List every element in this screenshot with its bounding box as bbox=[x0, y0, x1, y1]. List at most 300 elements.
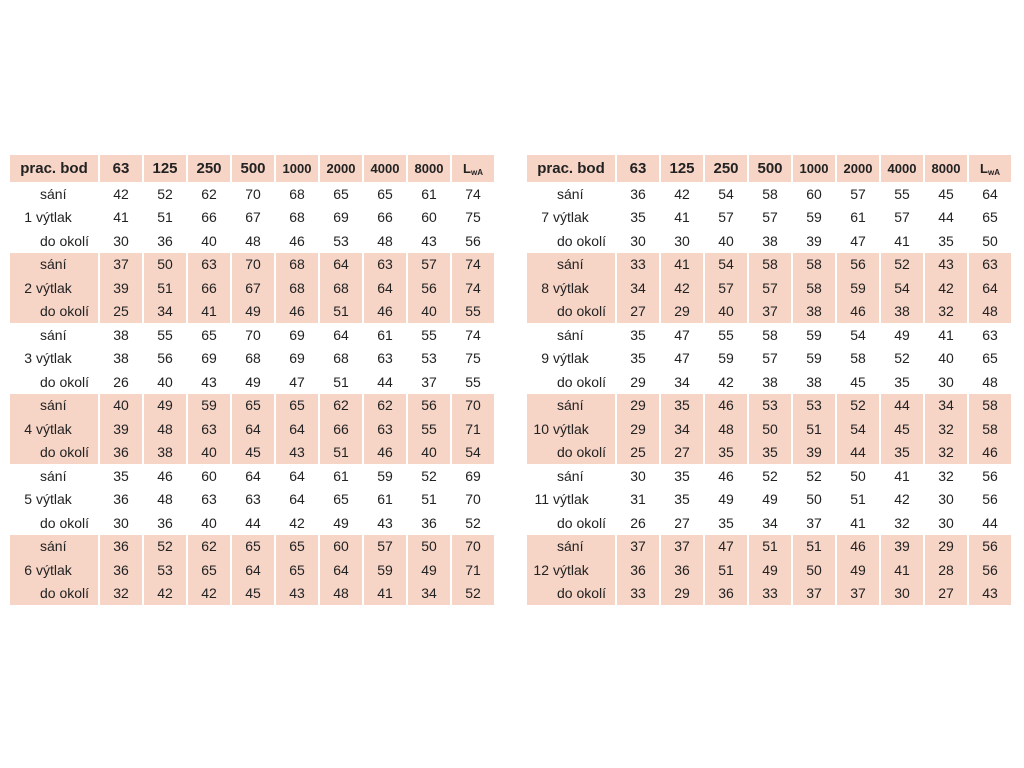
band-value-cell: 29 bbox=[630, 373, 646, 390]
band-value-cell: 39 bbox=[793, 441, 835, 465]
band-value-cell: 38 bbox=[113, 350, 129, 367]
band-value-cell: 54 bbox=[881, 276, 923, 300]
lwa-value-cell: 56 bbox=[969, 558, 1011, 582]
band-value-cell: 46 bbox=[705, 394, 747, 418]
band-value-cell: 33 bbox=[749, 582, 791, 606]
band-value-cell: 36 bbox=[113, 491, 129, 508]
lwa-value-cell: 52 bbox=[465, 514, 481, 531]
band-value-cell: 30 bbox=[938, 514, 954, 531]
lwa-value-cell: 55 bbox=[465, 373, 481, 390]
band-value-cell: 41 bbox=[894, 467, 910, 484]
band-value-cell: 59 bbox=[188, 394, 230, 418]
table-row bbox=[527, 535, 1011, 559]
band-value-cell: 48 bbox=[157, 491, 173, 508]
band-value-cell: 57 bbox=[364, 535, 406, 559]
band-value-cell: 40 bbox=[408, 441, 450, 465]
table-row bbox=[527, 276, 1011, 300]
operating-point-cell bbox=[527, 370, 615, 394]
band-value-cell: 38 bbox=[113, 326, 129, 343]
row-label: do okolí bbox=[557, 232, 607, 249]
band-value-cell: 57 bbox=[705, 276, 747, 300]
lwa-value-cell: 74 bbox=[452, 253, 494, 277]
band-value-cell: 52 bbox=[762, 467, 778, 484]
band-value-cell: 48 bbox=[245, 232, 261, 249]
band-value-cell: 69 bbox=[201, 350, 217, 367]
lwa-value-cell: 58 bbox=[969, 417, 1011, 441]
band-value-cell: 27 bbox=[661, 441, 703, 465]
operating-point-cell bbox=[10, 276, 98, 300]
header-label: prac. bod bbox=[10, 155, 98, 182]
table-row bbox=[10, 417, 494, 441]
band-2000: 2000 bbox=[320, 155, 362, 182]
table-row bbox=[10, 511, 494, 535]
band-value-cell: 64 bbox=[232, 558, 274, 582]
band-value-cell: 68 bbox=[289, 209, 305, 226]
band-value-cell: 56 bbox=[837, 253, 879, 277]
band-value-cell: 55 bbox=[894, 185, 910, 202]
band-value-cell: 60 bbox=[201, 467, 217, 484]
band-value-cell: 58 bbox=[749, 253, 791, 277]
band-value-cell: 46 bbox=[276, 300, 318, 324]
row-label: do okolí bbox=[557, 373, 607, 390]
band-value-cell: 53 bbox=[333, 232, 349, 249]
band-value-cell: 46 bbox=[837, 300, 879, 324]
band-value-cell: 47 bbox=[289, 373, 305, 390]
band-value-cell: 49 bbox=[408, 558, 450, 582]
band-value-cell: 65 bbox=[232, 394, 274, 418]
table-row bbox=[10, 582, 494, 606]
operating-point-cell bbox=[10, 300, 98, 324]
operating-point-cell bbox=[527, 535, 615, 559]
band-value-cell: 43 bbox=[276, 582, 318, 606]
band-value-cell: 64 bbox=[289, 467, 305, 484]
band-value-cell: 68 bbox=[289, 185, 305, 202]
point-number: 3 bbox=[24, 350, 32, 367]
lwa-value-cell: 74 bbox=[465, 326, 481, 343]
band-value-cell: 36 bbox=[661, 558, 703, 582]
operating-point-cell bbox=[527, 323, 615, 347]
band-value-cell: 50 bbox=[850, 467, 866, 484]
band-value-cell: 42 bbox=[718, 373, 734, 390]
row-label: sání bbox=[40, 538, 67, 555]
band-value-cell: 51 bbox=[421, 491, 437, 508]
band-value-cell: 40 bbox=[157, 373, 173, 390]
band-value-cell: 27 bbox=[925, 582, 967, 606]
band-value-cell: 27 bbox=[674, 514, 690, 531]
operating-point-cell bbox=[10, 182, 98, 206]
band-value-cell: 30 bbox=[881, 582, 923, 606]
row-label: sání bbox=[557, 256, 584, 273]
band-value-cell: 37 bbox=[806, 514, 822, 531]
band-value-cell: 65 bbox=[232, 535, 274, 559]
lwa-value-cell: 64 bbox=[982, 185, 998, 202]
band-value-cell: 46 bbox=[364, 441, 406, 465]
band-value-cell: 40 bbox=[718, 232, 734, 249]
band-value-cell: 55 bbox=[157, 326, 173, 343]
band-value-cell: 37 bbox=[749, 300, 791, 324]
band-value-cell: 59 bbox=[377, 467, 393, 484]
band-value-cell: 36 bbox=[705, 582, 747, 606]
band-value-cell: 53 bbox=[144, 558, 186, 582]
band-value-cell: 35 bbox=[938, 232, 954, 249]
row-label: sání bbox=[40, 326, 67, 343]
lwa-value-cell: 56 bbox=[982, 491, 998, 508]
band-value-cell: 64 bbox=[245, 467, 261, 484]
point-number: 1 bbox=[24, 209, 32, 226]
band-value-cell: 42 bbox=[925, 276, 967, 300]
band-value-cell: 43 bbox=[925, 253, 967, 277]
operating-point-cell bbox=[10, 370, 98, 394]
band-value-cell: 35 bbox=[113, 467, 129, 484]
band-value-cell: 65 bbox=[188, 558, 230, 582]
band-value-cell: 38 bbox=[144, 441, 186, 465]
band-value-cell: 49 bbox=[894, 326, 910, 343]
band-1000: 1000 bbox=[793, 155, 835, 182]
table-row bbox=[10, 535, 494, 559]
band-value-cell: 51 bbox=[320, 300, 362, 324]
band-value-cell: 62 bbox=[320, 394, 362, 418]
band-value-cell: 56 bbox=[408, 276, 450, 300]
band-value-cell: 26 bbox=[630, 514, 646, 531]
band-value-cell: 39 bbox=[881, 535, 923, 559]
lwa-value-cell: 63 bbox=[982, 326, 998, 343]
table-row bbox=[10, 464, 494, 488]
band-value-cell: 44 bbox=[837, 441, 879, 465]
band-value-cell: 37 bbox=[421, 373, 437, 390]
band-value-cell: 65 bbox=[276, 535, 318, 559]
band-value-cell: 65 bbox=[276, 394, 318, 418]
operating-point-cell bbox=[10, 417, 98, 441]
band-value-cell: 29 bbox=[617, 417, 659, 441]
table-row bbox=[10, 323, 494, 347]
band-value-cell: 57 bbox=[762, 350, 778, 367]
band-value-cell: 47 bbox=[850, 232, 866, 249]
band-value-cell: 44 bbox=[881, 394, 923, 418]
row-label: do okolí bbox=[40, 373, 90, 390]
row-label: výtlak bbox=[553, 279, 589, 296]
band-value-cell: 63 bbox=[201, 491, 217, 508]
row-label: výtlak bbox=[36, 561, 72, 578]
table-row bbox=[527, 229, 1011, 253]
table-row bbox=[527, 253, 1011, 277]
operating-point-cell bbox=[527, 276, 615, 300]
table-row bbox=[10, 206, 494, 230]
band-value-cell: 52 bbox=[881, 253, 923, 277]
band-value-cell: 40 bbox=[938, 350, 954, 367]
row-label: sání bbox=[40, 467, 67, 484]
band-value-cell: 56 bbox=[157, 350, 173, 367]
lwa-value-cell: 43 bbox=[969, 582, 1011, 606]
band-value-cell: 29 bbox=[661, 300, 703, 324]
band-value-cell: 70 bbox=[232, 253, 274, 277]
operating-point-cell bbox=[10, 558, 98, 582]
operating-point-cell bbox=[527, 582, 615, 606]
band-value-cell: 59 bbox=[718, 350, 734, 367]
band-value-cell: 35 bbox=[674, 467, 690, 484]
band-63: 63 bbox=[617, 155, 659, 182]
band-value-cell: 63 bbox=[188, 253, 230, 277]
table-row bbox=[527, 417, 1011, 441]
band-value-cell: 37 bbox=[837, 582, 879, 606]
band-value-cell: 50 bbox=[806, 491, 822, 508]
band-4000: 4000 bbox=[881, 155, 923, 182]
lwa-value-cell: 70 bbox=[452, 535, 494, 559]
band-value-cell: 49 bbox=[144, 394, 186, 418]
band-value-cell: 40 bbox=[100, 394, 142, 418]
band-value-cell: 36 bbox=[617, 558, 659, 582]
table-row bbox=[527, 347, 1011, 371]
band-value-cell: 62 bbox=[364, 394, 406, 418]
band-value-cell: 68 bbox=[276, 276, 318, 300]
band-value-cell: 52 bbox=[144, 535, 186, 559]
band-value-cell: 36 bbox=[157, 514, 173, 531]
band-value-cell: 41 bbox=[881, 558, 923, 582]
row-label: výtlak bbox=[553, 561, 589, 578]
row-label: výtlak bbox=[553, 420, 589, 437]
band-value-cell: 40 bbox=[201, 514, 217, 531]
band-value-cell: 30 bbox=[938, 373, 954, 390]
band-value-cell: 42 bbox=[144, 582, 186, 606]
band-value-cell: 30 bbox=[674, 232, 690, 249]
band-value-cell: 35 bbox=[630, 209, 646, 226]
lwa-value-cell: 55 bbox=[452, 300, 494, 324]
band-value-cell: 43 bbox=[421, 232, 437, 249]
point-number: 10 bbox=[533, 420, 549, 437]
lwa-value-cell: 46 bbox=[969, 441, 1011, 465]
operating-point-cell bbox=[527, 394, 615, 418]
band-value-cell: 39 bbox=[806, 232, 822, 249]
band-value-cell: 43 bbox=[377, 514, 393, 531]
operating-point-cell bbox=[527, 488, 615, 512]
band-value-cell: 34 bbox=[617, 276, 659, 300]
band-value-cell: 52 bbox=[157, 185, 173, 202]
band-value-cell: 69 bbox=[289, 326, 305, 343]
band-value-cell: 52 bbox=[894, 350, 910, 367]
band-value-cell: 65 bbox=[201, 326, 217, 343]
band-value-cell: 46 bbox=[157, 467, 173, 484]
band-value-cell: 42 bbox=[113, 185, 129, 202]
band-value-cell: 48 bbox=[320, 582, 362, 606]
band-value-cell: 53 bbox=[749, 394, 791, 418]
band-value-cell: 41 bbox=[188, 300, 230, 324]
band-8000: 8000 bbox=[408, 155, 450, 182]
band-value-cell: 64 bbox=[320, 253, 362, 277]
lwa-value-cell: 74 bbox=[465, 185, 481, 202]
point-number: 12 bbox=[533, 561, 549, 578]
band-value-cell: 68 bbox=[276, 253, 318, 277]
band-value-cell: 46 bbox=[837, 535, 879, 559]
table-row bbox=[10, 347, 494, 371]
band-value-cell: 64 bbox=[364, 276, 406, 300]
band-value-cell: 68 bbox=[320, 276, 362, 300]
band-value-cell: 55 bbox=[718, 326, 734, 343]
noise-table-right bbox=[525, 155, 1013, 605]
noise-table-left bbox=[8, 155, 496, 605]
table-row bbox=[527, 323, 1011, 347]
band-value-cell: 63 bbox=[364, 417, 406, 441]
band-value-cell: 62 bbox=[201, 185, 217, 202]
band-value-cell: 38 bbox=[881, 300, 923, 324]
band-value-cell: 54 bbox=[718, 185, 734, 202]
point-number: 2 bbox=[24, 279, 32, 296]
band-value-cell: 37 bbox=[617, 535, 659, 559]
operating-point-cell bbox=[10, 229, 98, 253]
band-value-cell: 47 bbox=[705, 535, 747, 559]
band-value-cell: 51 bbox=[793, 417, 835, 441]
lwa-value-cell: 65 bbox=[982, 209, 998, 226]
band-value-cell: 67 bbox=[232, 276, 274, 300]
band-value-cell: 44 bbox=[245, 514, 261, 531]
row-label: sání bbox=[40, 397, 67, 414]
band-value-cell: 61 bbox=[333, 467, 349, 484]
band-value-cell: 59 bbox=[837, 276, 879, 300]
operating-point-cell bbox=[527, 441, 615, 465]
band-value-cell: 36 bbox=[157, 232, 173, 249]
band-value-cell: 35 bbox=[881, 441, 923, 465]
band-value-cell: 38 bbox=[806, 373, 822, 390]
band-value-cell: 43 bbox=[276, 441, 318, 465]
point-number: 6 bbox=[24, 561, 32, 578]
band-value-cell: 51 bbox=[333, 373, 349, 390]
band-value-cell: 51 bbox=[144, 276, 186, 300]
band-value-cell: 32 bbox=[925, 417, 967, 441]
band-value-cell: 49 bbox=[232, 300, 274, 324]
band-value-cell: 61 bbox=[377, 491, 393, 508]
band-value-cell: 59 bbox=[364, 558, 406, 582]
table-row bbox=[10, 300, 494, 324]
row-label: do okolí bbox=[557, 444, 607, 461]
band-value-cell: 30 bbox=[630, 232, 646, 249]
point-number: 11 bbox=[534, 491, 549, 508]
operating-point-cell bbox=[527, 417, 615, 441]
band-value-cell: 38 bbox=[762, 373, 778, 390]
band-value-cell: 30 bbox=[938, 491, 954, 508]
operating-point-cell bbox=[10, 323, 98, 347]
operating-point-cell bbox=[527, 253, 615, 277]
band-value-cell: 32 bbox=[925, 300, 967, 324]
band-value-cell: 57 bbox=[749, 276, 791, 300]
band-value-cell: 48 bbox=[144, 417, 186, 441]
band-value-cell: 45 bbox=[850, 373, 866, 390]
band-value-cell: 30 bbox=[630, 467, 646, 484]
band-value-cell: 28 bbox=[925, 558, 967, 582]
band-value-cell: 63 bbox=[364, 253, 406, 277]
band-value-cell: 35 bbox=[630, 326, 646, 343]
table-row bbox=[10, 441, 494, 465]
lwa-main: L bbox=[980, 160, 988, 176]
band-500: 500 bbox=[749, 155, 791, 182]
band-value-cell: 45 bbox=[232, 582, 274, 606]
operating-point-cell bbox=[10, 347, 98, 371]
lwa-value-cell: 56 bbox=[969, 535, 1011, 559]
band-value-cell: 51 bbox=[705, 558, 747, 582]
band-value-cell: 30 bbox=[113, 514, 129, 531]
band-value-cell: 44 bbox=[938, 209, 954, 226]
table-row bbox=[527, 300, 1011, 324]
band-value-cell: 58 bbox=[762, 326, 778, 343]
band-value-cell: 38 bbox=[793, 300, 835, 324]
band-value-cell: 51 bbox=[157, 209, 173, 226]
band-value-cell: 41 bbox=[661, 253, 703, 277]
band-value-cell: 45 bbox=[938, 185, 954, 202]
band-value-cell: 48 bbox=[705, 417, 747, 441]
band-value-cell: 41 bbox=[674, 209, 690, 226]
band-value-cell: 35 bbox=[894, 373, 910, 390]
operating-point-cell bbox=[10, 253, 98, 277]
band-value-cell: 55 bbox=[408, 417, 450, 441]
band-value-cell: 56 bbox=[408, 394, 450, 418]
table-row bbox=[527, 488, 1011, 512]
table-row bbox=[10, 276, 494, 300]
operating-point-cell bbox=[527, 300, 615, 324]
band-value-cell: 65 bbox=[377, 185, 393, 202]
operating-point-cell bbox=[10, 488, 98, 512]
band-value-cell: 51 bbox=[793, 535, 835, 559]
lwa-value-cell: 58 bbox=[969, 394, 1011, 418]
band-value-cell: 29 bbox=[925, 535, 967, 559]
band-value-cell: 53 bbox=[421, 350, 437, 367]
row-label: sání bbox=[557, 467, 584, 484]
operating-point-cell bbox=[527, 229, 615, 253]
band-value-cell: 51 bbox=[749, 535, 791, 559]
band-value-cell: 69 bbox=[289, 350, 305, 367]
band-value-cell: 64 bbox=[320, 558, 362, 582]
band-value-cell: 65 bbox=[276, 558, 318, 582]
band-value-cell: 58 bbox=[793, 253, 835, 277]
band-value-cell: 34 bbox=[925, 394, 967, 418]
band-value-cell: 32 bbox=[100, 582, 142, 606]
band-value-cell: 48 bbox=[377, 232, 393, 249]
band-value-cell: 30 bbox=[113, 232, 129, 249]
band-value-cell: 36 bbox=[100, 441, 142, 465]
band-value-cell: 58 bbox=[850, 350, 866, 367]
lwa-header bbox=[452, 155, 494, 182]
band-value-cell: 46 bbox=[364, 300, 406, 324]
lwa-value-cell: 56 bbox=[982, 467, 998, 484]
band-250: 250 bbox=[188, 155, 230, 182]
band-value-cell: 50 bbox=[749, 417, 791, 441]
band-value-cell: 55 bbox=[421, 326, 437, 343]
row-label: výtlak bbox=[553, 491, 589, 508]
operating-point-cell bbox=[527, 182, 615, 206]
band-value-cell: 42 bbox=[661, 276, 703, 300]
table-row bbox=[10, 488, 494, 512]
band-value-cell: 60 bbox=[320, 535, 362, 559]
band-value-cell: 59 bbox=[806, 209, 822, 226]
band-value-cell: 44 bbox=[377, 373, 393, 390]
row-label: do okolí bbox=[40, 232, 90, 249]
band-value-cell: 40 bbox=[188, 441, 230, 465]
band-value-cell: 35 bbox=[661, 394, 703, 418]
band-value-cell: 58 bbox=[762, 185, 778, 202]
operating-point-cell bbox=[10, 394, 98, 418]
point-number: 7 bbox=[541, 209, 549, 226]
header-row bbox=[10, 155, 494, 182]
operating-point-cell bbox=[527, 347, 615, 371]
band-value-cell: 46 bbox=[718, 467, 734, 484]
band-value-cell: 54 bbox=[837, 417, 879, 441]
lwa-value-cell: 71 bbox=[452, 417, 494, 441]
table-row bbox=[527, 394, 1011, 418]
band-value-cell: 29 bbox=[661, 582, 703, 606]
lwa-value-cell: 74 bbox=[452, 276, 494, 300]
band-value-cell: 54 bbox=[850, 326, 866, 343]
row-label: sání bbox=[557, 326, 584, 343]
table-row bbox=[527, 582, 1011, 606]
operating-point-cell bbox=[10, 535, 98, 559]
band-value-cell: 35 bbox=[674, 491, 690, 508]
lwa-value-cell: 54 bbox=[452, 441, 494, 465]
